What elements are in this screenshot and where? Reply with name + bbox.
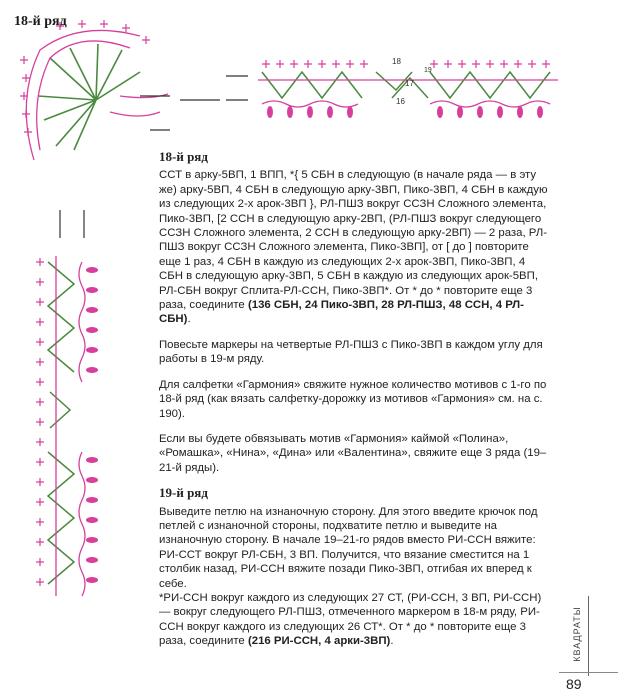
horizontal-band-diagram (226, 57, 558, 118)
corner-fan-diagram (20, 20, 220, 160)
page-number: 89 (566, 676, 582, 692)
diagram-label-17: 17 (405, 79, 414, 88)
section-19-heading: 19-й ряд (159, 485, 208, 501)
chapter-side-label: КВАДРАТЫ (572, 606, 583, 662)
section-18-body: ССТ в арку-5ВП, 1 ВПП, *{ 5 СБН в следующую (в начале ряда — в эту же) арку-5ВП, 4 СБН в следующую арку-3ВП, Пико-3ВП, 4 СБН в каждую из следующих 2-х арок-3ВП }, РЛ-ПШЗ вокруг ССЗН Сложного элемента, Пико-3ВП, [2 ССН в следующую арку-2ВП, (РЛ-ПШЗ вокруг следующего ССЗН Сложного элемента, 2 ССН в следующую арку-2ВП) — 2 раза, РЛ-ПШЗ вокруг ССЗН Сложного элемента, Пико-3ВП], от [ до ] повторите еще 1 раз, 4 СБН в каждую из следующих 2-х арок-3ВП, Пико-3ВП, 4 СБН в следующую арку-3ВП, 5 СБН в каждую из следующих арок-5ВП, РЛ-СБН вокруг Сплита-РЛ-ССН, Пико-3ВП*. От * до * повторите еще 3 раза, соедините (136 СБН, 24 Пико-3ВП, 28 РЛ-ПШЗ, 48 ССН, 4 РЛ-СБН). (159, 169, 548, 326)
edging-note: Если вы будете обвязывать мотив «Гармония» каймой «Полина», «Ромашка», «Нина», «Дина» или «Валентина», свяжите еще 3 ряда (19–21-й ряды). (159, 432, 547, 474)
footer-divider (559, 672, 618, 673)
markers-note: Повесьте маркеры на четвертые РЛ-ПШЗ с Пико-3ВП в каждом углу для работы в 19-м ряду. (159, 338, 543, 366)
section-19-intro: Выведите петлю на изнаночную сторону. Для этого введите крючок под петлей с изнаночной стороны, подхватите петлю и выведите на изнаночную сторону. В начале 19–21-го рядов вместо РИ-ССН вяжите: РИ-ССТ вокруг РЛ-СБН, 3 ВП. Получится, что вязание сместится на 1 столбик назад, РИ-ССН вяжите позади Пико-3ВП, отгибая их вперед к себе. (159, 505, 538, 590)
napkin-note: Для салфетки «Гармония» свяжите нужное количество мотивов с 1-го по 18-й ряд (как вязать салфетку-дорожку из мотивов «Гармония» см. на с. 190). (159, 378, 547, 420)
side-divider (588, 596, 589, 676)
diagram-label-16: 16 (396, 97, 405, 106)
section-19-body: *РИ-ССН вокруг каждого из следующих 27 СТ, (РИ-ССН, 3 ВП, РИ-ССН) — вокруг следующего РЛ-ПШЗ, отмеченного маркером в 18-м ряду, РИ-ССН вокруг каждого из следующих 26 СТ*. От * до * повторите еще 3 раза, соедините (216 РИ-ССН, 4 арки-3ВП). (159, 591, 542, 648)
diagram-label-18: 18 (392, 57, 401, 66)
section-18-heading: 18-й ряд (159, 149, 208, 164)
instructions-text (159, 150, 551, 660)
diagram-label-19: 19 (424, 67, 432, 74)
page-title: 18-й ряд (14, 14, 67, 29)
vertical-band-diagram (36, 210, 98, 596)
